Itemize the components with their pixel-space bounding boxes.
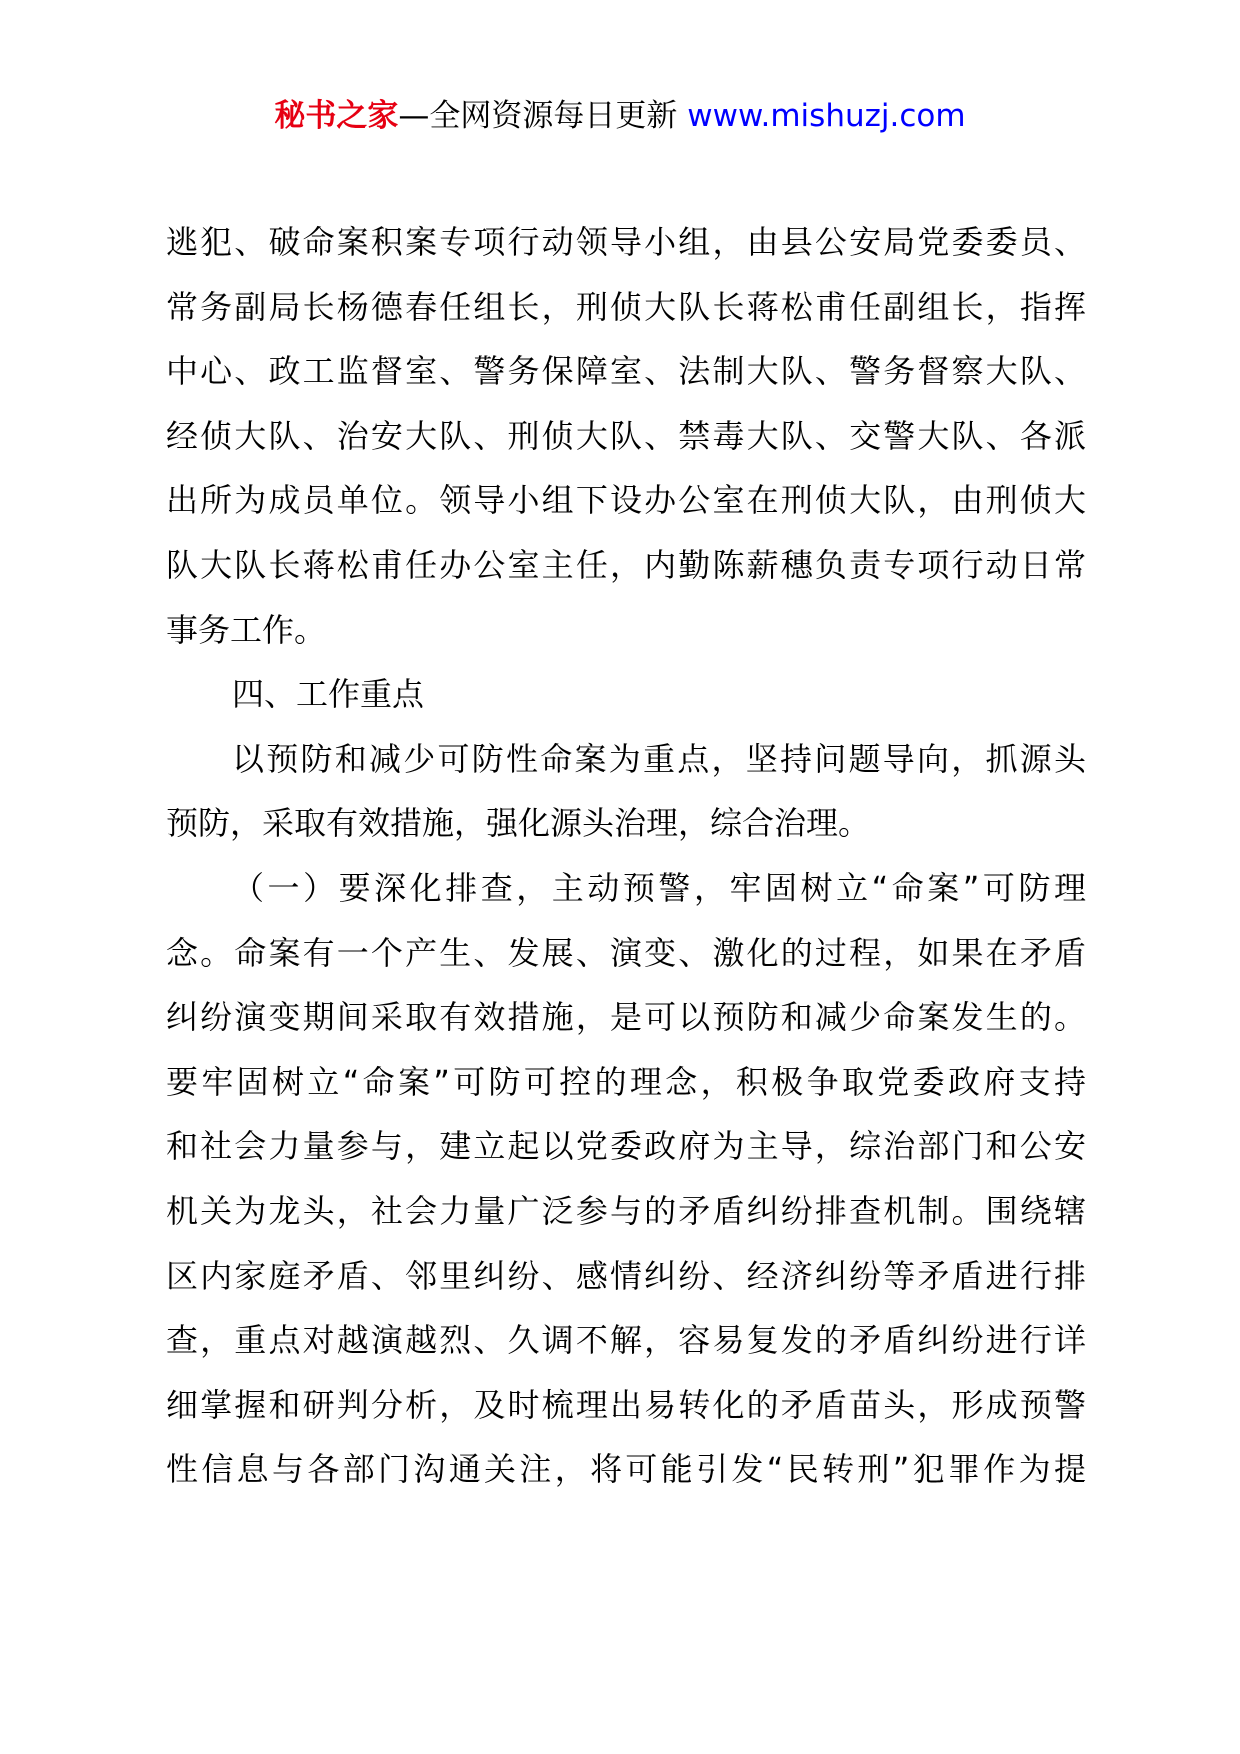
page-header <box>0 96 1240 136</box>
text-line: 以预防和减少可防性命案为重点，坚持问题导向，抓源头 <box>232 739 1086 778</box>
text-line: 性信息与各部门沟通关注，将可能引发“民转刑”犯罪作为提 <box>166 1450 1086 1489</box>
text-line: 逃犯、破命案积案专项行动领导小组，由县公安局党委委员、 <box>166 223 1086 261</box>
text-line: 要牢固树立“命案”可防可控的理念，积极争取党委政府支持 <box>166 1062 1086 1101</box>
site-brand: 秘书之家 <box>274 98 399 134</box>
site-tagline: —全网资源每日更新 <box>398 98 678 134</box>
text-line: 念。命案有一个产生、发展、演变、激化的过程，如果在矛盾 <box>166 933 1086 972</box>
text-line: 区内家庭矛盾、邻里纠纷、感情纠纷、经济纠纷等矛盾进行排 <box>166 1256 1086 1295</box>
section-heading: 四、工作重点 <box>232 675 425 714</box>
text-line: 细掌握和研判分析，及时梳理出易转化的矛盾苗头，形成预警 <box>166 1385 1086 1424</box>
text-line: 机关为龙头，社会力量广泛参与的矛盾纠纷排查机制。围绕辖 <box>166 1191 1086 1230</box>
text-line: 常务副局长杨德春任组长，刑侦大队长蒋松甫任副组长，指挥 <box>166 287 1086 326</box>
document-body <box>166 210 1086 1502</box>
text-line: 事务工作。 <box>166 610 327 649</box>
text-line: 中心、政工监督室、警务保障室、法制大队、警务督察大队、 <box>166 352 1086 391</box>
text-line: 和社会力量参与，建立起以党委政府为主导，综治部门和公安 <box>166 1127 1086 1166</box>
text-line: 查，重点对越演越烈、久调不解，容易复发的矛盾纠纷进行详 <box>166 1321 1086 1360</box>
text-line: 预防，采取有效措施，强化源头治理，综合治理。 <box>166 804 871 843</box>
text-line: （一）要深化排查，主动预警，牢固树立“命案”可防理 <box>232 868 1086 907</box>
text-line: 出所为成员单位。领导小组下设办公室在刑侦大队，由刑侦大 <box>166 481 1086 520</box>
site-url-link[interactable]: www.mishuzj.com <box>687 98 966 134</box>
text-line: 纠纷演变期间采取有效措施，是可以预防和减少命案发生的。 <box>166 998 1086 1037</box>
text-line: 队大队长蒋松甫任办公室主任，内勤陈薪穗负责专项行动日常 <box>166 545 1086 584</box>
text-line: 经侦大队、治安大队、刑侦大队、禁毒大队、交警大队、各派 <box>166 416 1086 455</box>
